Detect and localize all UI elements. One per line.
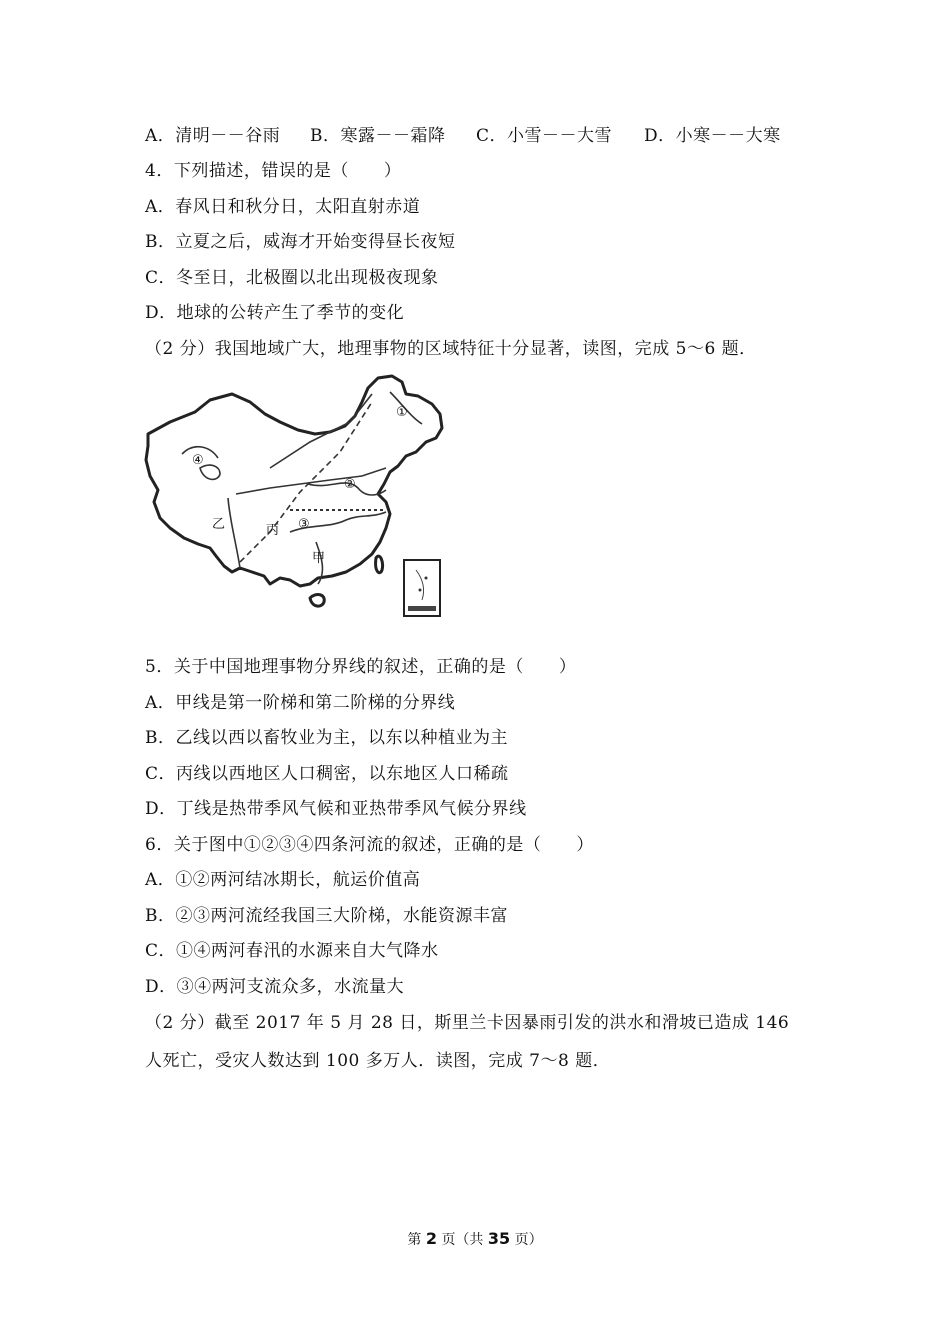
footer-page-number: 2 — [425, 1229, 437, 1248]
map-label-yi: 乙 — [212, 517, 226, 532]
map-label-1: ① — [396, 405, 408, 420]
q6-option-d: D．③④两河支流众多，水流量大 — [145, 977, 405, 997]
map-label-3: ③ — [298, 517, 310, 532]
map-label-bing: 丙 — [266, 523, 280, 538]
q4-option-a: A．春风日和秋分日，太阳直射赤道 — [145, 197, 421, 217]
footer-middle: 页（共 — [441, 1232, 484, 1248]
map-label-4: ④ — [192, 453, 204, 468]
taiwan-outline — [376, 556, 383, 573]
q3-option-d: D．小寒－－大寒 — [644, 126, 781, 146]
intro-7-8-line2: 人死亡，受灾人数达到 100 多万人．读图，完成 7～8 题． — [145, 1051, 611, 1071]
q4-option-c: C．冬至日，北极圈以北出现极夜现象 — [145, 268, 439, 288]
q3-option-a: A．清明－－谷雨 — [145, 126, 281, 146]
south-china-sea-inset — [404, 560, 440, 616]
q4-option-b: B．立夏之后，威海才开始变得昼长夜短 — [145, 232, 456, 252]
q5-option-c: C．丙线以西地区人口稠密，以东地区人口稀疏 — [145, 764, 509, 784]
china-map-figure — [140, 372, 450, 624]
footer-total-pages: 35 — [487, 1229, 511, 1248]
hainan-outline — [310, 595, 324, 607]
q5-option-a: A．甲线是第一阶梯和第二阶梯的分界线 — [145, 693, 456, 713]
footer-suffix: 页） — [514, 1232, 543, 1248]
q5-option-b: B．乙线以西以畜牧业为主，以东以种植业为主 — [145, 728, 508, 748]
q6-option-a: A．①②两河结冰期长，航运价值高 — [145, 870, 421, 890]
q5-stem: 5．关于中国地理事物分界线的叙述，正确的是（ ） — [145, 657, 577, 677]
q6-stem: 6．关于图中①②③④四条河流的叙述，正确的是（ ） — [145, 835, 594, 855]
page-footer — [0, 1229, 950, 1249]
q3-option-b: B．寒露－－霜降 — [310, 126, 446, 146]
q3-options — [145, 125, 781, 147]
q3-option-c: C．小雪－－大雪 — [476, 126, 613, 146]
map-label-2: ② — [344, 477, 356, 492]
intro-7-8-line1: （2 分）截至 2017 年 5 月 28 日，斯里兰卡因暴雨引发的洪水和滑坡已造成 146 — [145, 1013, 790, 1033]
q6-option-b: B．②③两河流经我国三大阶梯，水能资源丰富 — [145, 906, 508, 926]
q4-option-d: D．地球的公转产生了季节的变化 — [145, 303, 405, 323]
q6-option-c: C．①④两河春汛的水源来自大气降水 — [145, 941, 439, 961]
map-label-jia: 甲 — [312, 551, 326, 566]
intro-5-6: （2 分）我国地域广大，地理事物的区域特征十分显著，读图，完成 5～6 题． — [145, 339, 757, 359]
footer-prefix: 第 — [407, 1232, 422, 1248]
boundary-line-jia — [228, 498, 240, 568]
q4-stem: 4．下列描述，错误的是（ ） — [145, 161, 402, 181]
boundary-line-tilted — [270, 394, 372, 468]
boundary-line-yi — [236, 468, 386, 494]
q5-option-d: D．丁线是热带季风气候和亚热带季风气候分界线 — [145, 799, 527, 819]
